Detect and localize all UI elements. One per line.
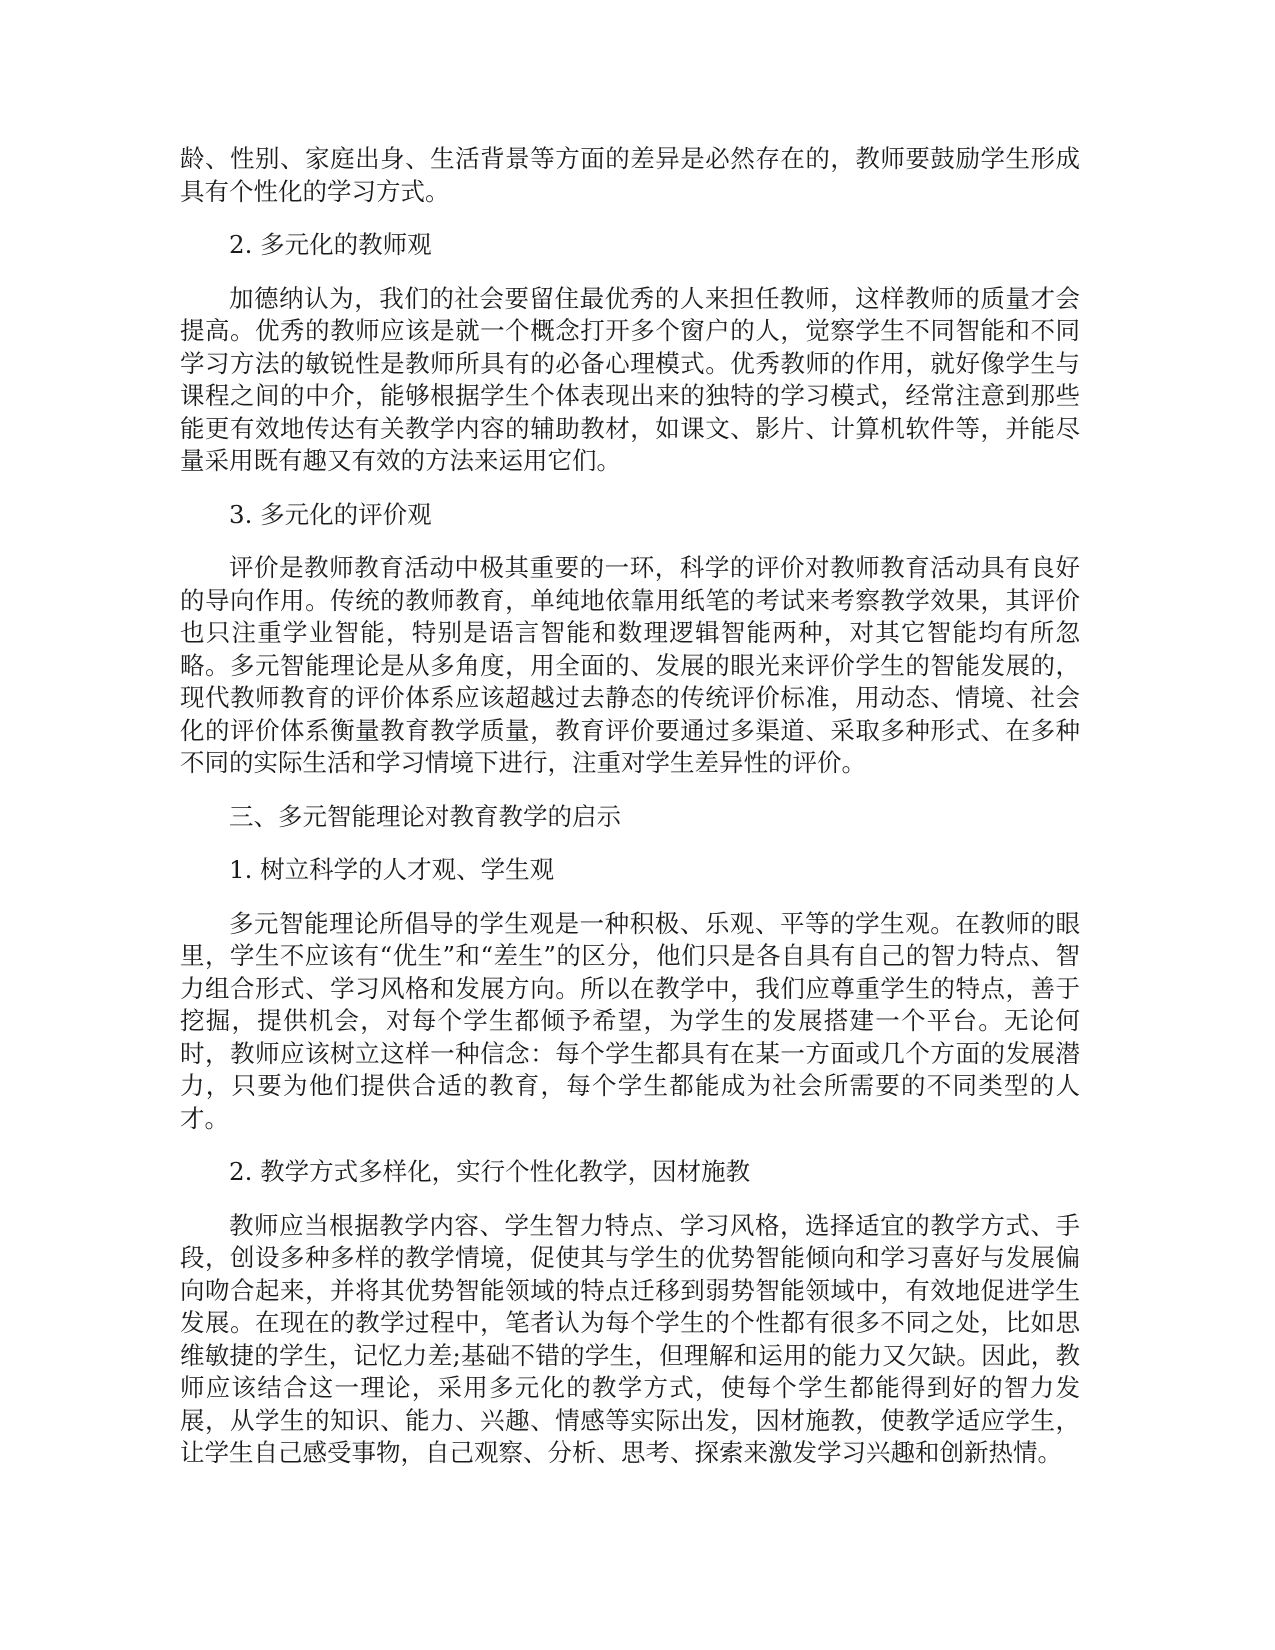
chapter-heading-implications: 三、多元智能理论对教育教学的启示	[229, 801, 621, 831]
section-heading-evaluation-view: 3. 多元化的评价观	[229, 499, 432, 529]
section-heading-talent-view: 1. 树立科学的人才观、学生观	[229, 855, 555, 884]
paragraph-talent-view: 多元智能理论所倡导的学生观是一种积极、乐观、平等的学生观。在教师的眼里，学生不应该有“优生”和“差生”的区分，他们只是各自具有自己的智力特点、智力组合形式、学习风格和发展方向。所以在教学中，我们应尊重学生的特点，善于挖掘，提供机会，对每个学生都倾予希望，为学生的发展搭建一个平台。无论何时，教师应该树立这样一种信念：每个学生都具有在某一方面或几个方面的发展潜力，只要为他们提供合适的教育，每个学生都能成为社会所需要的不同类型的人才。	[180, 908, 1080, 1133]
paragraph-evaluation-view: 评价是教师教育活动中极其重要的一环，科学的评价对教师教育活动具有良好的导向作用。传统的教师教育，单纯地依靠用纸笔的考试来考察教学效果，其评价也只注重学业智能，特别是语言智能和数理逻辑智能两种，对其它智能均有所忽略。多元智能理论是从多角度，用全面的、发展的眼光来评价学生的智能发展的，现代教师教育的评价体系应该超越过去静态的传统评价标准，用动态、情境、社会化的评价体系衡量教育教学质量，教育评价要通过多渠道、采取多种形式、在多种不同的实际生活和学习情境下进行，注重对学生差异性的评价。	[180, 553, 1080, 777]
paragraph-diverse-teaching: 教师应当根据教学内容、学生智力特点、学习风格，选择适宜的教学方式、手段，创设多种多样的教学情境，促使其与学生的优势智能倾向和学习喜好与发展偏向吻合起来，并将其优势智能领域的特点迁移到弱势智能领域中，有效地促进学生发展。在现在的教学过程中，笔者认为每个学生的个性都有很多不同之处，比如思维敏捷的学生，记忆力差;基础不错的学生，但理解和运用的能力又欠缺。因此，教师应该结合这一理论，采用多元化的教学方式，使每个学生都能得到好的智力发展，从学生的知识、能力、兴趣、情感等实际出发，因材施教，使教学适应学生，让学生自己感受事物，自己观察、分析、思考、探索来激发学习兴趣和创新热情。	[180, 1210, 1080, 1467]
section-heading-diverse-teaching: 2. 教学方式多样化，实行个性化教学，因材施教	[229, 1157, 751, 1186]
paragraph-teacher-view: 加德纳认为，我们的社会要留住最优秀的人来担任教师，这样教师的质量才会提高。优秀的教师应该是就一个概念打开多个窗户的人，觉察学生不同智能和不同学习方法的敏锐性是教师所具有的必备心理模式。优秀教师的作用，就好像学生与课程之间的中介，能够根据学生个体表现出来的独特的学习模式，经常注意到那些能更有效地传达有关教学内容的辅助教材，如课文、影片、计算机软件等，并能尽量采用既有趣又有效的方法来运用它们。	[180, 283, 1080, 475]
section-heading-teacher-view: 2. 多元化的教师观	[229, 230, 432, 259]
paragraph-continuation: 龄、性别、家庭出身、生活背景等方面的差异是必然存在的，教师要鼓励学生形成具有个性化的学习方式。	[180, 144, 1080, 206]
document-body	[180, 143, 1080, 1491]
